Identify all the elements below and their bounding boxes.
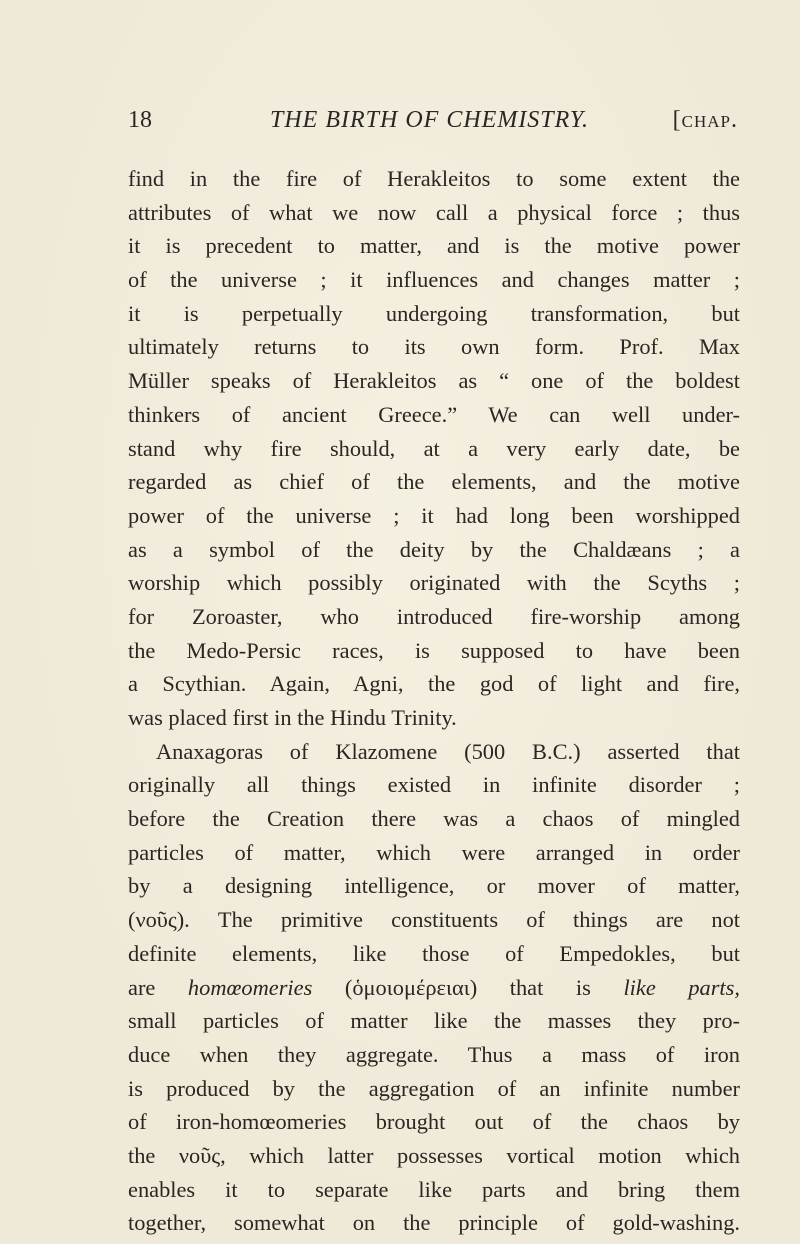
text-line: duce when they aggregate. Thus a mass of iron xyxy=(128,1041,740,1067)
text-segment: are xyxy=(128,974,156,1000)
text-line: it is precedent to matter, and is the motive power xyxy=(128,233,740,259)
text-line: of the universe ; it influences and changes matter ; xyxy=(128,267,740,293)
text-line: definite elements, like those of Empedokles, but xyxy=(128,940,740,966)
text-line: is produced by the aggregation of an infinite number xyxy=(128,1075,740,1101)
text-line: together, somewhat on the principle of gold-washing. xyxy=(128,1210,740,1236)
page-number: 18 xyxy=(128,107,152,133)
text-segment: that is xyxy=(509,974,591,1000)
italic-term: homœomeries xyxy=(187,974,313,1000)
body-text xyxy=(128,162,740,1240)
text-line: enables it to separate like parts and bring them xyxy=(128,1176,740,1202)
text-line-with-italics xyxy=(128,971,740,1005)
greek-term: (ὁμοιομέρειαι) xyxy=(344,974,478,1000)
text-line: a Scythian. Again, Agni, the god of light and fire, xyxy=(128,671,740,697)
text-line: find in the fire of Herakleitos to some extent the xyxy=(128,166,740,191)
chapter-label: [chap. xyxy=(672,107,738,133)
text-line: small particles of matter like the masses they pro- xyxy=(128,1008,740,1034)
text-line: power of the universe ; it had long been worshipped xyxy=(128,502,740,528)
text-line: as a symbol of the deity by the Chaldæans ; a xyxy=(128,536,740,562)
text-line: Müller speaks of Herakleitos as “ one of the boldest xyxy=(128,368,740,394)
text-line: the Medo-Persic races, is supposed to have been xyxy=(128,637,740,663)
text-line: regarded as chief of the elements, and the motive xyxy=(128,469,740,495)
text-line: thinkers of ancient Greece.” We can well under- xyxy=(128,401,740,427)
paragraph-start-line: Anaxagoras of Klazomene (500 B.C.) asserted that xyxy=(156,738,740,764)
running-title: THE BIRTH OF CHEMISTRY. xyxy=(270,107,590,133)
text-line: (νοῦς). The primitive constituents of things are not xyxy=(128,907,740,933)
text-line: particles of matter, which were arranged in order xyxy=(128,839,740,865)
text-line: originally all things existed in infinite disorder ; xyxy=(128,772,740,798)
text-line: attributes of what we now call a physical force ; thus xyxy=(128,199,740,225)
text-line: before the Creation there was a chaos of mingled xyxy=(128,806,740,832)
text-line: worship which possibly originated with the Scyths ; xyxy=(128,570,740,596)
text-line: the νοῦς, which latter possesses vortical motion which xyxy=(128,1142,740,1168)
text-line: it is perpetually undergoing transformation, but xyxy=(128,300,740,326)
text-line: ultimately returns to its own form. Prof. Max xyxy=(128,334,740,360)
text-line: of iron-homœomeries brought out of the chaos by xyxy=(128,1109,740,1135)
text-line: by a designing intelligence, or mover of matter, xyxy=(128,873,740,899)
text-line: stand why fire should, at a very early date, be xyxy=(128,435,740,461)
italic-term: like parts, xyxy=(623,974,740,1000)
page-header xyxy=(128,102,738,138)
text-line: was placed first in the Hindu Trinity. xyxy=(128,705,457,730)
text-line: for Zoroaster, who introduced fire-worship among xyxy=(128,603,740,629)
